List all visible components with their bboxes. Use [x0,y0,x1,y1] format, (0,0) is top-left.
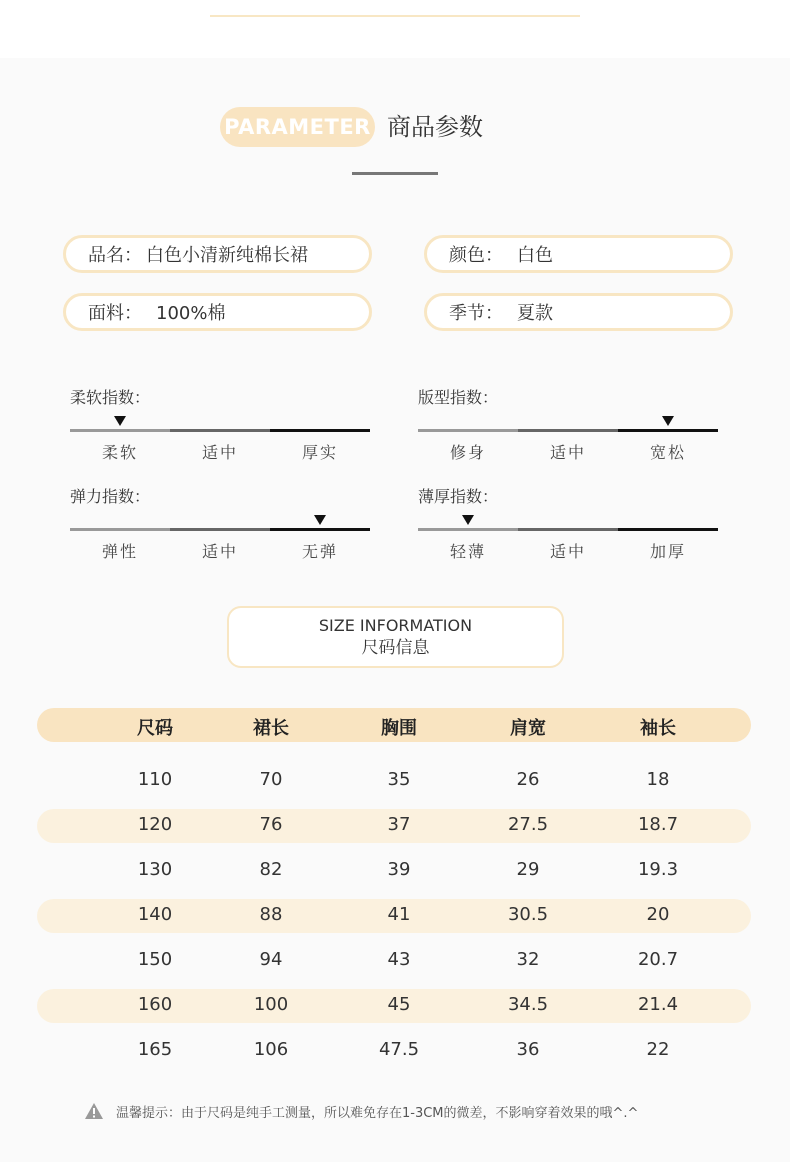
table-cell: 130 [137,859,173,880]
index-option-label: 加厚 [649,542,686,561]
table-header-cell: 肩宽 [510,718,546,739]
index-option-label: 轻薄 [449,542,486,561]
index-bar-segment [418,429,518,432]
table-cell: 110 [137,769,173,790]
index-title: 弹力指数： [70,487,151,506]
table-cell: 30.5 [507,904,549,925]
index-title: 薄厚指数： [418,487,499,506]
table-cell: 20.7 [637,949,679,970]
info-value: 白色小清新纯棉长裙 [146,245,308,266]
table-cell: 26 [516,769,540,790]
index-bar-segment [518,528,618,531]
table-cell: 100 [253,994,289,1015]
table-header-cell: 裙长 [253,718,289,739]
table-cell: 37 [387,814,411,835]
info-label: 面料： [88,303,142,324]
table-cell: 27.5 [507,814,549,835]
table-cell: 150 [137,949,173,970]
index-option-label: 厚实 [301,443,338,462]
index-option-label: 宽松 [649,443,686,462]
size-info-cn: 尺码信息 [361,638,430,658]
index-option-label: 适中 [201,542,238,561]
info-label: 品名： [88,245,142,266]
index-bar-segment [418,528,518,531]
index-option-label: 弹性 [101,542,138,561]
table-cell: 20 [646,904,670,925]
table-cell: 70 [259,769,283,790]
table-cell: 94 [259,949,283,970]
index-bar-segment [618,429,718,432]
table-cell: 76 [259,814,283,835]
table-cell: 18 [646,769,670,790]
index-bar-segment [70,528,170,531]
table-cell: 160 [137,994,173,1015]
info-value: 白色 [517,245,553,266]
info-box-season [424,293,733,331]
table-cell: 21.4 [637,994,679,1015]
table-cell: 140 [137,904,173,925]
table-cell: 45 [387,994,411,1015]
index-marker-icon [114,416,126,426]
info-box-color [424,235,733,273]
info-label: 季节： [449,303,503,324]
section-divider [352,172,438,175]
top-band [0,0,790,58]
table-cell: 39 [387,859,411,880]
index-bar-segment [170,429,270,432]
table-cell: 41 [387,904,411,925]
index-title: 柔软指数： [70,388,151,407]
table-cell: 36 [516,1039,540,1060]
table-cell: 165 [137,1039,173,1060]
index-option-label: 适中 [549,542,586,561]
table-cell: 18.7 [637,814,679,835]
info-value: 夏款 [517,303,553,324]
table-cell: 32 [516,949,540,970]
table-cell: 106 [253,1039,289,1060]
index-bar-segment [270,528,370,531]
section-title: 商品参数 [387,113,483,141]
top-divider [210,15,580,17]
index-title: 版型指数： [418,388,499,407]
index-bar-segment [170,528,270,531]
warning-text: 温馨提示：由于尺码是纯手工测量，所以难免存在1-3CM的微差，不影响穿着效果的哦^.^ [116,1105,639,1121]
index-marker-icon [662,416,674,426]
size-info-box [227,606,564,668]
table-cell: 82 [259,859,283,880]
parameter-tag: PARAMETER [220,107,375,147]
table-cell: 19.3 [637,859,679,880]
index-bar-segment [518,429,618,432]
info-box-fabric [63,293,372,331]
table-cell: 88 [259,904,283,925]
table-cell: 29 [516,859,540,880]
table-cell: 43 [387,949,411,970]
index-option-label: 柔软 [101,443,138,462]
index-bar-segment [270,429,370,432]
warning-icon [84,1102,104,1120]
index-option-label: 适中 [549,443,586,462]
index-marker-icon [314,515,326,525]
index-option-label: 无弹 [301,542,338,561]
table-cell: 22 [646,1039,670,1060]
size-info-en: SIZE INFORMATION [318,616,473,635]
warning-note [84,1100,638,1122]
info-label: 颜色： [449,245,503,266]
index-bar-segment [70,429,170,432]
table-header-cell: 尺码 [137,718,173,739]
index-option-label: 适中 [201,443,238,462]
table-cell: 47.5 [378,1039,420,1060]
index-marker-icon [462,515,474,525]
info-box-name [63,235,372,273]
info-value: 100%棉 [156,303,226,324]
table-cell: 34.5 [507,994,549,1015]
table-cell: 120 [137,814,173,835]
index-option-label: 修身 [449,443,486,462]
index-bar-segment [618,528,718,531]
table-header-cell: 胸围 [381,718,417,739]
table-header-cell: 袖长 [640,718,676,739]
table-cell: 35 [387,769,411,790]
